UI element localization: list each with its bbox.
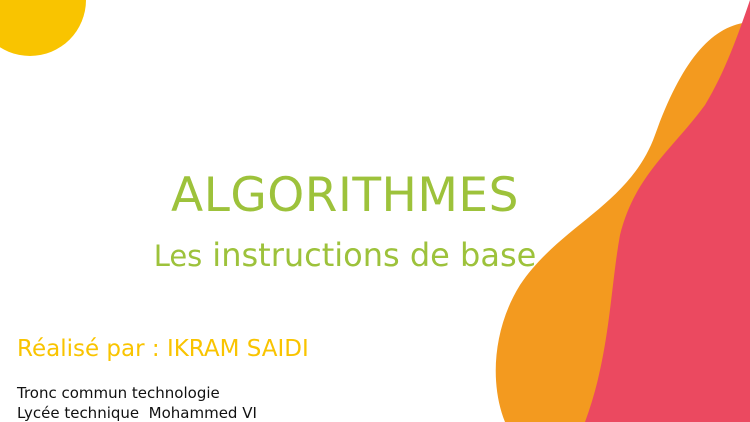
author-credit: Réalisé par : IKRAM SAIDI — [17, 336, 309, 362]
school-info-line: Lycée technique Mohammed VI — [17, 404, 257, 422]
class-info-line: Tronc commun technologie — [17, 384, 220, 402]
slide-subtitle — [0, 235, 690, 276]
subtitle-main: instructions de base — [212, 236, 537, 274]
yellow-corner-circle — [0, 0, 86, 56]
subtitle-prefix: Les — [153, 239, 203, 273]
slide-title: ALGORITHMES — [171, 168, 519, 223]
